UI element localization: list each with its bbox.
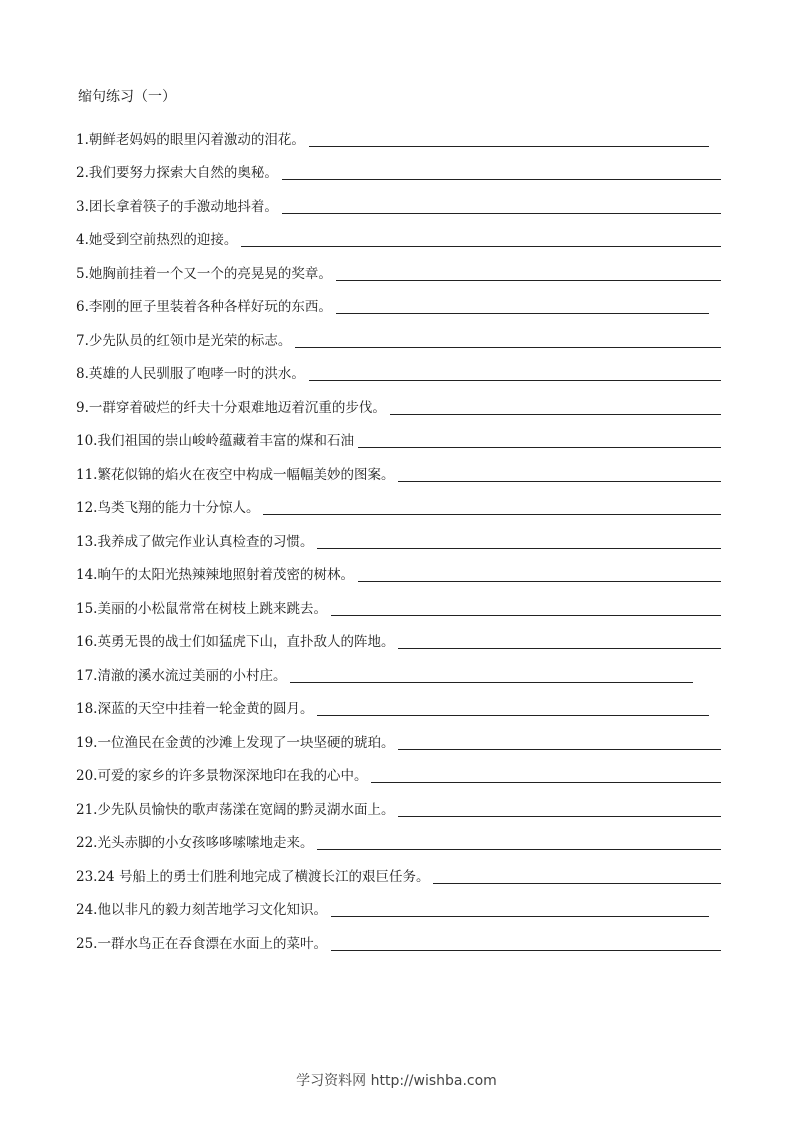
answer-line[interactable] (331, 950, 721, 951)
exercise-item (76, 487, 721, 521)
answer-line[interactable] (241, 246, 721, 247)
answer-line[interactable] (317, 548, 721, 549)
exercise-item (76, 654, 721, 688)
exercise-sentence: 1.朝鲜老妈妈的眼里闪着激动的泪花。 (76, 131, 305, 148)
footer-watermark: 学习资料网 http://wishba.com (296, 1073, 497, 1089)
exercise-sentence: 17.清澈的溪水流过美丽的小村庄。 (76, 667, 287, 684)
answer-line[interactable] (358, 447, 721, 448)
answer-line[interactable] (290, 682, 693, 683)
exercise-sentence: 19.一位渔民在金黄的沙滩上发现了一块坚硬的琥珀。 (76, 734, 395, 751)
exercise-item (76, 822, 721, 856)
exercise-item (76, 554, 721, 588)
answer-line[interactable] (336, 313, 709, 314)
answer-line[interactable] (331, 916, 709, 917)
exercise-item (76, 587, 721, 621)
exercise-sentence: 12.鸟类飞翔的能力十分惊人。 (76, 500, 260, 516)
exercise-sentence: 14.晌午的太阳光热辣辣地照射着茂密的树林。 (76, 567, 354, 583)
answer-line[interactable] (390, 414, 721, 415)
answer-line[interactable] (336, 280, 721, 281)
exercise-item (76, 252, 721, 286)
answer-line[interactable] (282, 213, 721, 214)
exercise-item (76, 721, 721, 755)
exercise-sentence: 10.我们祖国的崇山峻岭蕴藏着丰富的煤和石油 (76, 433, 354, 449)
answer-line[interactable] (282, 179, 721, 180)
exercise-sentence: 21.少先队员愉快的歌声荡漾在宽阔的黔灵湖水面上。 (76, 801, 395, 818)
exercise-item (76, 420, 721, 454)
answer-line[interactable] (398, 816, 721, 817)
answer-line[interactable] (309, 146, 709, 147)
exercise-item (76, 688, 721, 722)
answer-line[interactable] (295, 347, 721, 348)
exercise-sentence: 2.我们要努力探索大自然的奥秘。 (76, 165, 278, 181)
exercise-sentence: 11.繁花似锦的焰火在夜空中构成一幅幅美妙的图案。 (76, 466, 395, 483)
answer-line[interactable] (398, 481, 721, 482)
exercise-sentence: 6.李刚的匣子里装着各种各样好玩的东西。 (76, 299, 332, 315)
exercise-sentence: 15.美丽的小松鼠常常在树枝上跳来跳去。 (76, 600, 327, 617)
exercise-sentence: 7.少先队员的红领巾是光荣的标志。 (76, 332, 292, 349)
exercise-sentence: 5.她胸前挂着一个又一个的亮晃晃的奖章。 (76, 265, 332, 282)
exercise-sentence: 24.他以非凡的毅力刻苦地学习文化知识。 (76, 902, 327, 918)
exercise-item (76, 788, 721, 822)
exercise-item (76, 386, 721, 420)
exercise-item (76, 118, 721, 152)
exercise-item (76, 219, 721, 253)
exercise-item (76, 185, 721, 219)
exercise-sentence: 23.24 号船上的勇士们胜利地完成了横渡长江的艰巨任务。 (76, 868, 430, 885)
exercise-sentence: 4.她受到空前热烈的迎接。 (76, 232, 238, 248)
answer-line[interactable] (309, 380, 721, 381)
answer-line[interactable] (317, 715, 709, 716)
exercise-item (76, 621, 721, 655)
exercise-item (76, 286, 721, 320)
exercise-list (76, 118, 721, 956)
exercise-item (76, 353, 721, 387)
answer-line[interactable] (358, 581, 721, 582)
page-title: 缩句练习（一） (78, 89, 176, 105)
answer-line[interactable] (433, 883, 721, 884)
exercise-sentence: 3.团长拿着筷子的手激动地抖着。 (76, 198, 278, 215)
exercise-sentence: 16.英勇无畏的战士们如猛虎下山，直扑敌人的阵地。 (76, 634, 395, 650)
exercise-item (76, 152, 721, 186)
exercise-sentence: 9.一群穿着破烂的纤夫十分艰难地迈着沉重的步伐。 (76, 399, 386, 416)
exercise-item (76, 755, 721, 789)
answer-line[interactable] (398, 648, 721, 649)
exercise-item (76, 520, 721, 554)
answer-line[interactable] (371, 782, 721, 783)
exercise-sentence: 18.深蓝的天空中挂着一轮金黄的圆月。 (76, 701, 314, 717)
exercise-sentence: 20.可爱的家乡的许多景物深深地印在我的心中。 (76, 768, 368, 784)
exercise-sentence: 25.一群水鸟正在吞食漂在水面上的菜叶。 (76, 935, 327, 952)
exercise-item (76, 889, 721, 923)
answer-line[interactable] (317, 849, 721, 850)
exercise-item (76, 319, 721, 353)
answer-line[interactable] (263, 514, 721, 515)
exercise-item (76, 922, 721, 956)
answer-line[interactable] (398, 749, 721, 750)
exercise-item (76, 855, 721, 889)
exercise-sentence: 8.英雄的人民驯服了咆哮一时的洪水。 (76, 366, 305, 382)
exercise-sentence: 13.我养成了做完作业认真检查的习惯。 (76, 533, 314, 550)
exercise-sentence: 22.光头赤脚的小女孩哆哆嗦嗦地走来。 (76, 835, 314, 851)
exercise-item (76, 453, 721, 487)
answer-line[interactable] (331, 615, 721, 616)
